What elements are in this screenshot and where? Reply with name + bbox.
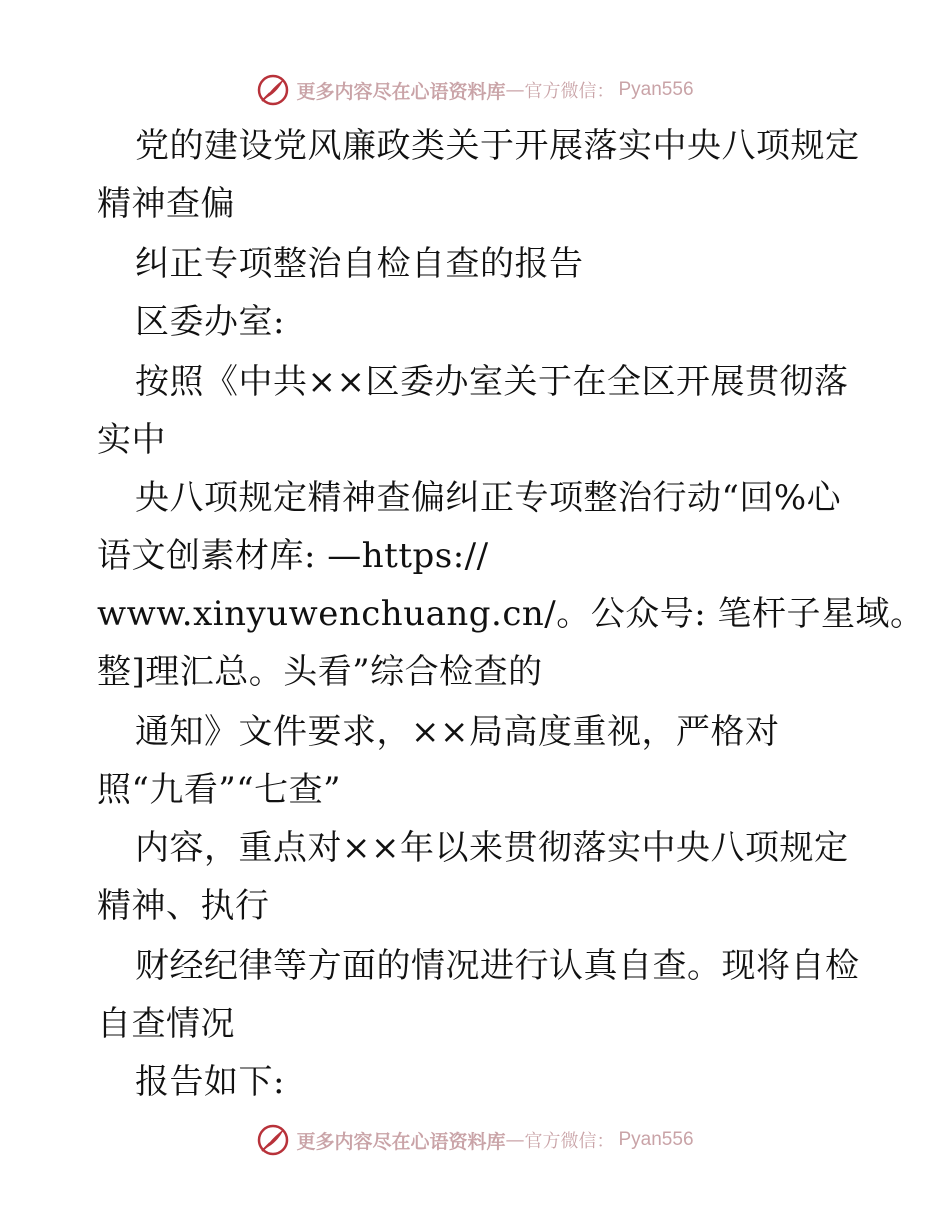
- doc-line: www.xinyuwenchuang.cn/。公众号: 笔杆子星域。: [97, 594, 925, 634]
- doc-line: 区委办室:: [135, 302, 285, 342]
- doc-line: 整]理汇总。头看”综合检查的: [97, 652, 543, 692]
- doc-line: 央八项规定精神查偏纠正专项整治行动“回%心: [135, 478, 842, 518]
- doc-line: 通知》文件要求，××局高度重视，严格对: [135, 712, 780, 752]
- header-banner: [0, 70, 950, 110]
- doc-line: 内容，重点对××年以来贯彻落实中央八项规定: [135, 828, 849, 868]
- banner-wechat-id: Pyan556: [618, 1129, 694, 1150]
- banner-wechat-label: 官方微信：: [524, 1131, 615, 1152]
- banner-text: 更多内容尽在心语资料库: [296, 1130, 506, 1153]
- doc-line: 财经纪律等方面的情况进行认真自查。现将自检: [135, 946, 860, 986]
- doc-line: 党的建设党风廉政类关于开展落实中央八项规定: [135, 126, 860, 166]
- doc-line: 自查情况: [97, 1004, 235, 1044]
- doc-line: 纠正专项整治自检自查的报告: [135, 244, 584, 284]
- feather-logo-icon: [256, 73, 290, 107]
- doc-line: 照“九看”“七查”: [97, 770, 342, 810]
- doc-line: 精神、执行: [97, 886, 270, 926]
- banner-wechat-id: Pyan556: [618, 79, 694, 100]
- doc-line: 精神查偏: [97, 184, 235, 224]
- doc-line: 实中: [97, 420, 166, 460]
- doc-line: 报告如下:: [135, 1062, 285, 1102]
- doc-line: 按照《中共××区委办室关于在全区开展贯彻落: [135, 362, 849, 402]
- banner-wechat-label: 官方微信：: [524, 81, 615, 102]
- banner-text: 更多内容尽在心语资料库: [296, 80, 506, 103]
- doc-line: 语文创素材库: —https://: [97, 536, 489, 576]
- banner-separator: —: [505, 1129, 525, 1151]
- footer-banner: [0, 1120, 950, 1160]
- feather-logo-icon: [256, 1123, 290, 1157]
- banner-separator: —: [505, 79, 525, 101]
